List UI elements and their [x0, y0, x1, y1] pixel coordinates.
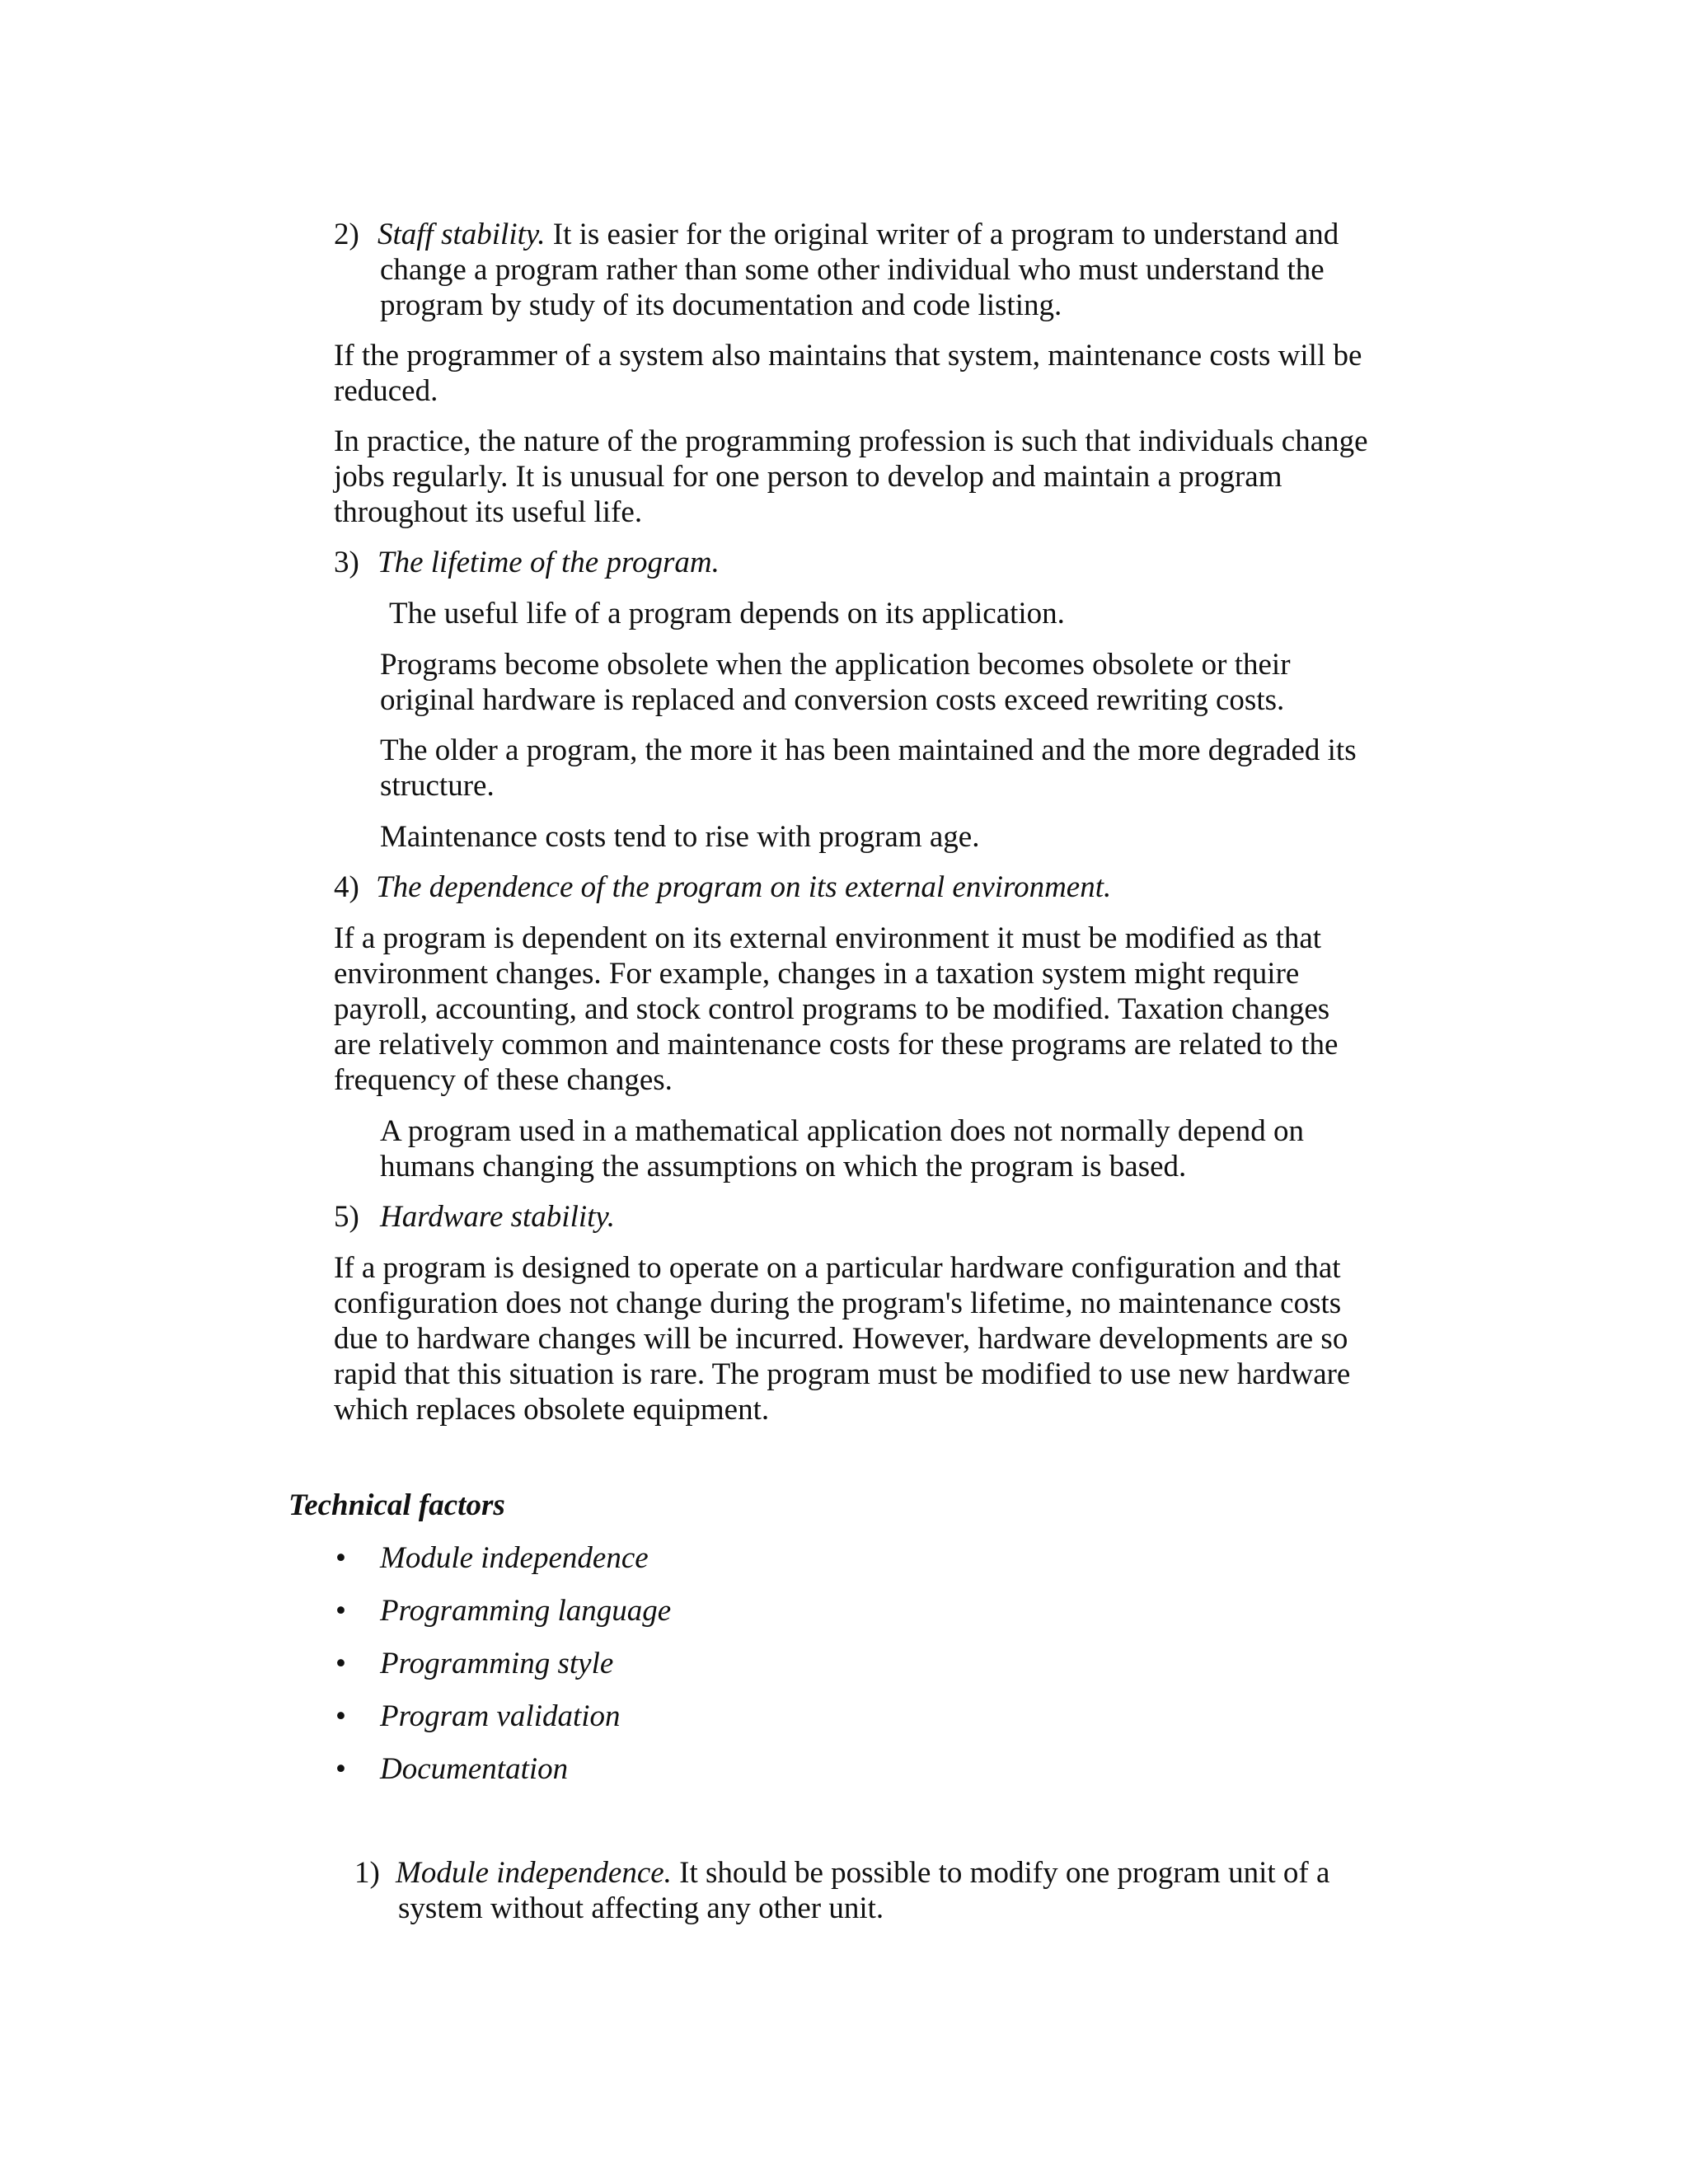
item-4-para-1-line-1: If a program is dependent on its external environment it must be modified as that: [334, 921, 1322, 955]
item-3-para-3-line-2: structure.: [380, 769, 495, 803]
tech-item-1-line-2: system without affecting any other unit.: [398, 1891, 884, 1925]
item-4-para-1-line-4: are relatively common and maintenance costs for these programs are related to the: [334, 1028, 1339, 1062]
technical-list-item: Documentation: [380, 1752, 569, 1786]
item-2-number: 2): [334, 218, 359, 251]
item-2-line-3: program by study of its documentation and code listing.: [380, 288, 1062, 322]
item-4-title: The dependence of the program on its external environment.: [376, 870, 1112, 904]
item-5-para-line-5: which replaces obsolete equipment.: [334, 1393, 770, 1427]
tech-item-1-line-1-text: It should be possible to modify one program unit of a: [671, 1856, 1330, 1890]
item-2-title: Staff stability.: [377, 218, 546, 251]
bullet-icon: •: [335, 1647, 346, 1680]
para-practice-line-3: throughout its useful life.: [334, 495, 643, 529]
item-3-para-4: Maintenance costs tend to rise with program age.: [380, 820, 980, 854]
technical-list-item: Programming language: [380, 1594, 672, 1628]
item-2-line-1-text: It is easier for the original writer of a program to understand and: [545, 218, 1339, 251]
bullet-icon: •: [335, 1594, 346, 1628]
technical-list-item: Programming style: [380, 1647, 614, 1680]
tech-item-1-line-1: [396, 1855, 1329, 1891]
item-5-title: Hardware stability.: [380, 1200, 616, 1234]
tech-item-1-title: Module independence.: [396, 1856, 672, 1890]
item-4-para-2-line-1: A program used in a mathematical application does not normally depend on: [380, 1114, 1305, 1148]
para-programmer-line-2: reduced.: [334, 374, 438, 408]
item-5-para-line-3: due to hardware changes will be incurred. However, hardware developments are so: [334, 1322, 1348, 1356]
item-2-line-1: [377, 217, 1339, 252]
item-3-number: 3): [334, 546, 359, 579]
para-practice-line-1: In practice, the nature of the programming profession is such that individuals change: [334, 424, 1368, 458]
technical-list-item: Program validation: [380, 1699, 621, 1733]
bullet-icon: •: [335, 1752, 346, 1786]
item-3-para-1: The useful life of a program depends on its application.: [389, 597, 1065, 630]
item-4-number: 4): [334, 870, 359, 904]
item-4-para-1-line-5: frequency of these changes.: [334, 1063, 673, 1097]
technical-factors-heading: Technical factors: [288, 1488, 505, 1522]
item-4-para-1-line-3: payroll, accounting, and stock control programs to be modified. Taxation changes: [334, 992, 1330, 1026]
para-practice-line-2: jobs regularly. It is unusual for one person to develop and maintain a program: [334, 460, 1282, 494]
item-5-para-line-4: rapid that this situation is rare. The program must be modified to use new hardware: [334, 1357, 1351, 1391]
item-5-number: 5): [334, 1200, 359, 1234]
bullet-icon: •: [335, 1541, 346, 1575]
item-5-para-line-1: If a program is designed to operate on a particular hardware configuration and that: [334, 1251, 1341, 1285]
item-5-para-line-2: configuration does not change during the program's lifetime, no maintenance costs: [334, 1286, 1342, 1320]
tech-item-1-number: 1): [354, 1856, 380, 1890]
technical-list-item: Module independence: [380, 1541, 649, 1575]
item-4-para-1-line-2: environment changes. For example, changes in a taxation system might require: [334, 957, 1300, 991]
para-programmer-line-1: If the programmer of a system also maintains that system, maintenance costs will be: [334, 339, 1362, 373]
item-3-para-2-line-1: Programs become obsolete when the application becomes obsolete or their: [380, 648, 1291, 682]
item-3-title: The lifetime of the program.: [377, 546, 720, 579]
bullet-icon: •: [335, 1699, 346, 1733]
item-3-para-2-line-2: original hardware is replaced and conversion costs exceed rewriting costs.: [380, 683, 1285, 717]
item-2-line-2: change a program rather than some other individual who must understand the: [380, 253, 1325, 287]
item-3-para-3-line-1: The older a program, the more it has been maintained and the more degraded its: [380, 733, 1357, 767]
item-4-para-2-line-2: humans changing the assumptions on which the program is based.: [380, 1150, 1187, 1183]
